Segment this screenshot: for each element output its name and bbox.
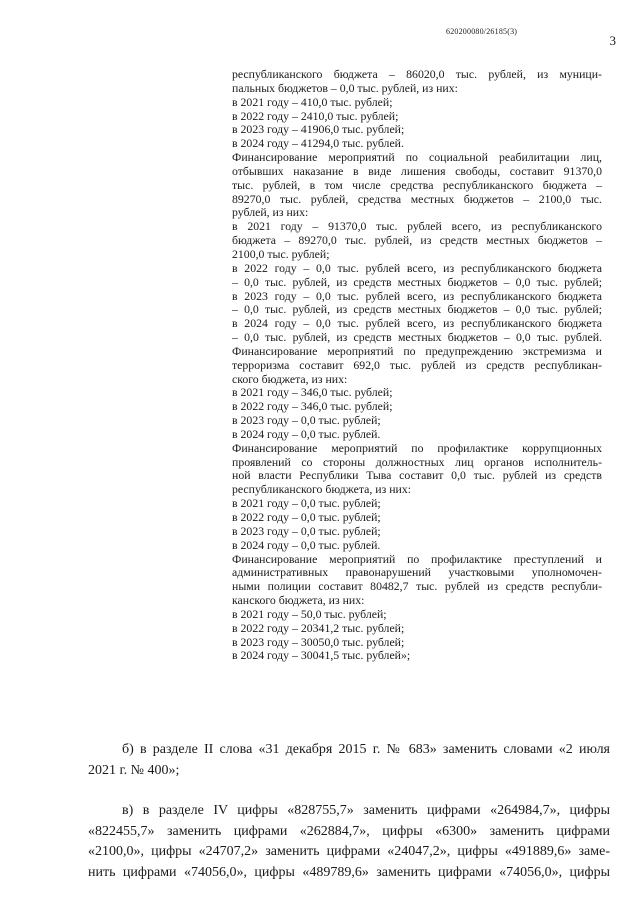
text-line: канского бюджета, из них: <box>232 593 365 608</box>
text-line: в 2023 году – 30050,0 тыс. рублей; <box>232 634 405 649</box>
amendment-v <box>88 801 610 883</box>
text-line: в 2023 году – 0,0 тыс. рублей; <box>232 523 381 538</box>
page-number: 3 <box>609 33 616 48</box>
amendment-b <box>88 740 610 781</box>
text-line: «822455,7» заменить цифрами «262884,7», цифры «6300» заменить цифрами <box>88 823 610 839</box>
text-line: в 2024 году – 30041,5 тыс. рублей»; <box>232 648 411 663</box>
text-line: терроризма составит 692,0 тыс. рублей из средств республикан- <box>232 357 602 372</box>
text-line: ной власти Республики Тыва составит 0,0 тыс. рублей из средств <box>232 468 602 483</box>
text-line: в 2022 году – 346,0 тыс. рублей; <box>232 399 393 414</box>
text-line: в 2021 году – 410,0 тыс. рублей; <box>232 94 393 109</box>
quoted-program-text <box>232 68 602 663</box>
text-line: – 0,0 тыс. рублей, из средств местных бюджетов – 0,0 тыс. рублей; <box>232 302 602 317</box>
text-line: в 2022 году – 0,0 тыс. рублей всего, из республиканского бюджета <box>232 260 602 275</box>
text-line: в 2021 году – 0,0 тыс. рублей; <box>232 496 381 511</box>
text-line: Финансирование мероприятий по профилактике коррупционных <box>232 440 602 455</box>
text-line: в 2023 году – 0,0 тыс. рублей; <box>232 413 381 428</box>
text-line: – 0,0 тыс. рублей, из средств местных бюджетов – 0,0 тыс. рублей. <box>232 330 602 345</box>
text-line: ского бюджета, из них: <box>232 371 348 386</box>
text-line: в 2021 году – 346,0 тыс. рублей; <box>232 385 393 400</box>
text-line: республиканского бюджета – 86020,0 тыс. рублей, из муници- <box>232 67 602 81</box>
text-line: в 2024 году – 0,0 тыс. рублей. <box>232 426 381 441</box>
document-code: 620200080/26185(3) <box>446 27 518 36</box>
text-line: в 2023 году – 41906,0 тыс. рублей; <box>232 122 405 137</box>
text-line: «2100,0», цифры «24707,2» заменить цифрами «24047,2», цифры «491889,6» заме- <box>88 844 610 859</box>
text-line: тыс. рублей, в том числе средства республиканского бюджета – <box>232 177 602 192</box>
text-line: б) в разделе II слова «31 декабря 2015 г. № 683» заменить словами «2 июля <box>122 742 610 757</box>
text-line: ными полиции составит 80482,7 тыс. рублей из средств республи- <box>232 579 602 594</box>
text-line: бюджета – 89270,0 тыс. рублей, из средств местных бюджетов – <box>232 233 602 248</box>
text-line: административных правонарушений участковыми уполномочен- <box>232 565 602 580</box>
text-line: в 2024 году – 41294,0 тыс. рублей. <box>232 136 404 151</box>
text-line: в 2022 году – 2410,0 тыс. рублей; <box>232 108 399 123</box>
text-line: нить цифрами «74056,0», цифры «489789,6» заменить цифрами «74056,0», цифры <box>88 864 610 880</box>
text-line: Финансирование мероприятий по профилактике преступлений и <box>232 551 602 566</box>
text-line: проявлений со стороны должностных лиц органов исполнитель- <box>232 454 602 469</box>
text-line: в) в разделе IV цифры «828755,7» заменить цифрами «264984,7», цифры <box>122 803 610 818</box>
text-line: в 2022 году – 0,0 тыс. рублей; <box>232 510 381 524</box>
text-line: в 2024 году – 0,0 тыс. рублей всего, из республиканского бюджета <box>232 316 602 331</box>
text-line: 2021 г. № 400»; <box>88 762 180 778</box>
text-line: Финансирование мероприятий по социальной реабилитации лиц, <box>232 150 602 165</box>
text-line: 2100,0 тыс. рублей; <box>232 246 330 261</box>
text-line: республиканского бюджета, из них: <box>232 482 411 497</box>
text-line: пальных бюджетов – 0,0 тыс. рублей, из них: <box>232 80 458 95</box>
text-line: в 2022 году – 20341,2 тыс. рублей; <box>232 620 405 635</box>
text-line: в 2021 году – 91370,0 тыс. рублей всего, из республиканского <box>232 219 602 234</box>
text-line: отбывших наказание в виде лишения свободы, составит 91370,0 <box>232 163 602 178</box>
text-line: Финансирование мероприятий по предупреждению экстремизма и <box>232 343 602 358</box>
text-line: в 2021 году – 50,0 тыс. рублей; <box>232 606 387 621</box>
text-line: рублей, из них: <box>232 205 309 220</box>
text-line: в 2024 году – 0,0 тыс. рублей. <box>232 537 381 552</box>
text-line: – 0,0 тыс. рублей, из средств местных бюджетов – 0,0 тыс. рублей; <box>232 274 602 289</box>
text-line: в 2023 году – 0,0 тыс. рублей всего, из республиканского бюджета <box>232 288 602 303</box>
text-line: 89270,0 тыс. рублей, средства местных бюджетов – 2100,0 тыс. <box>232 191 602 206</box>
